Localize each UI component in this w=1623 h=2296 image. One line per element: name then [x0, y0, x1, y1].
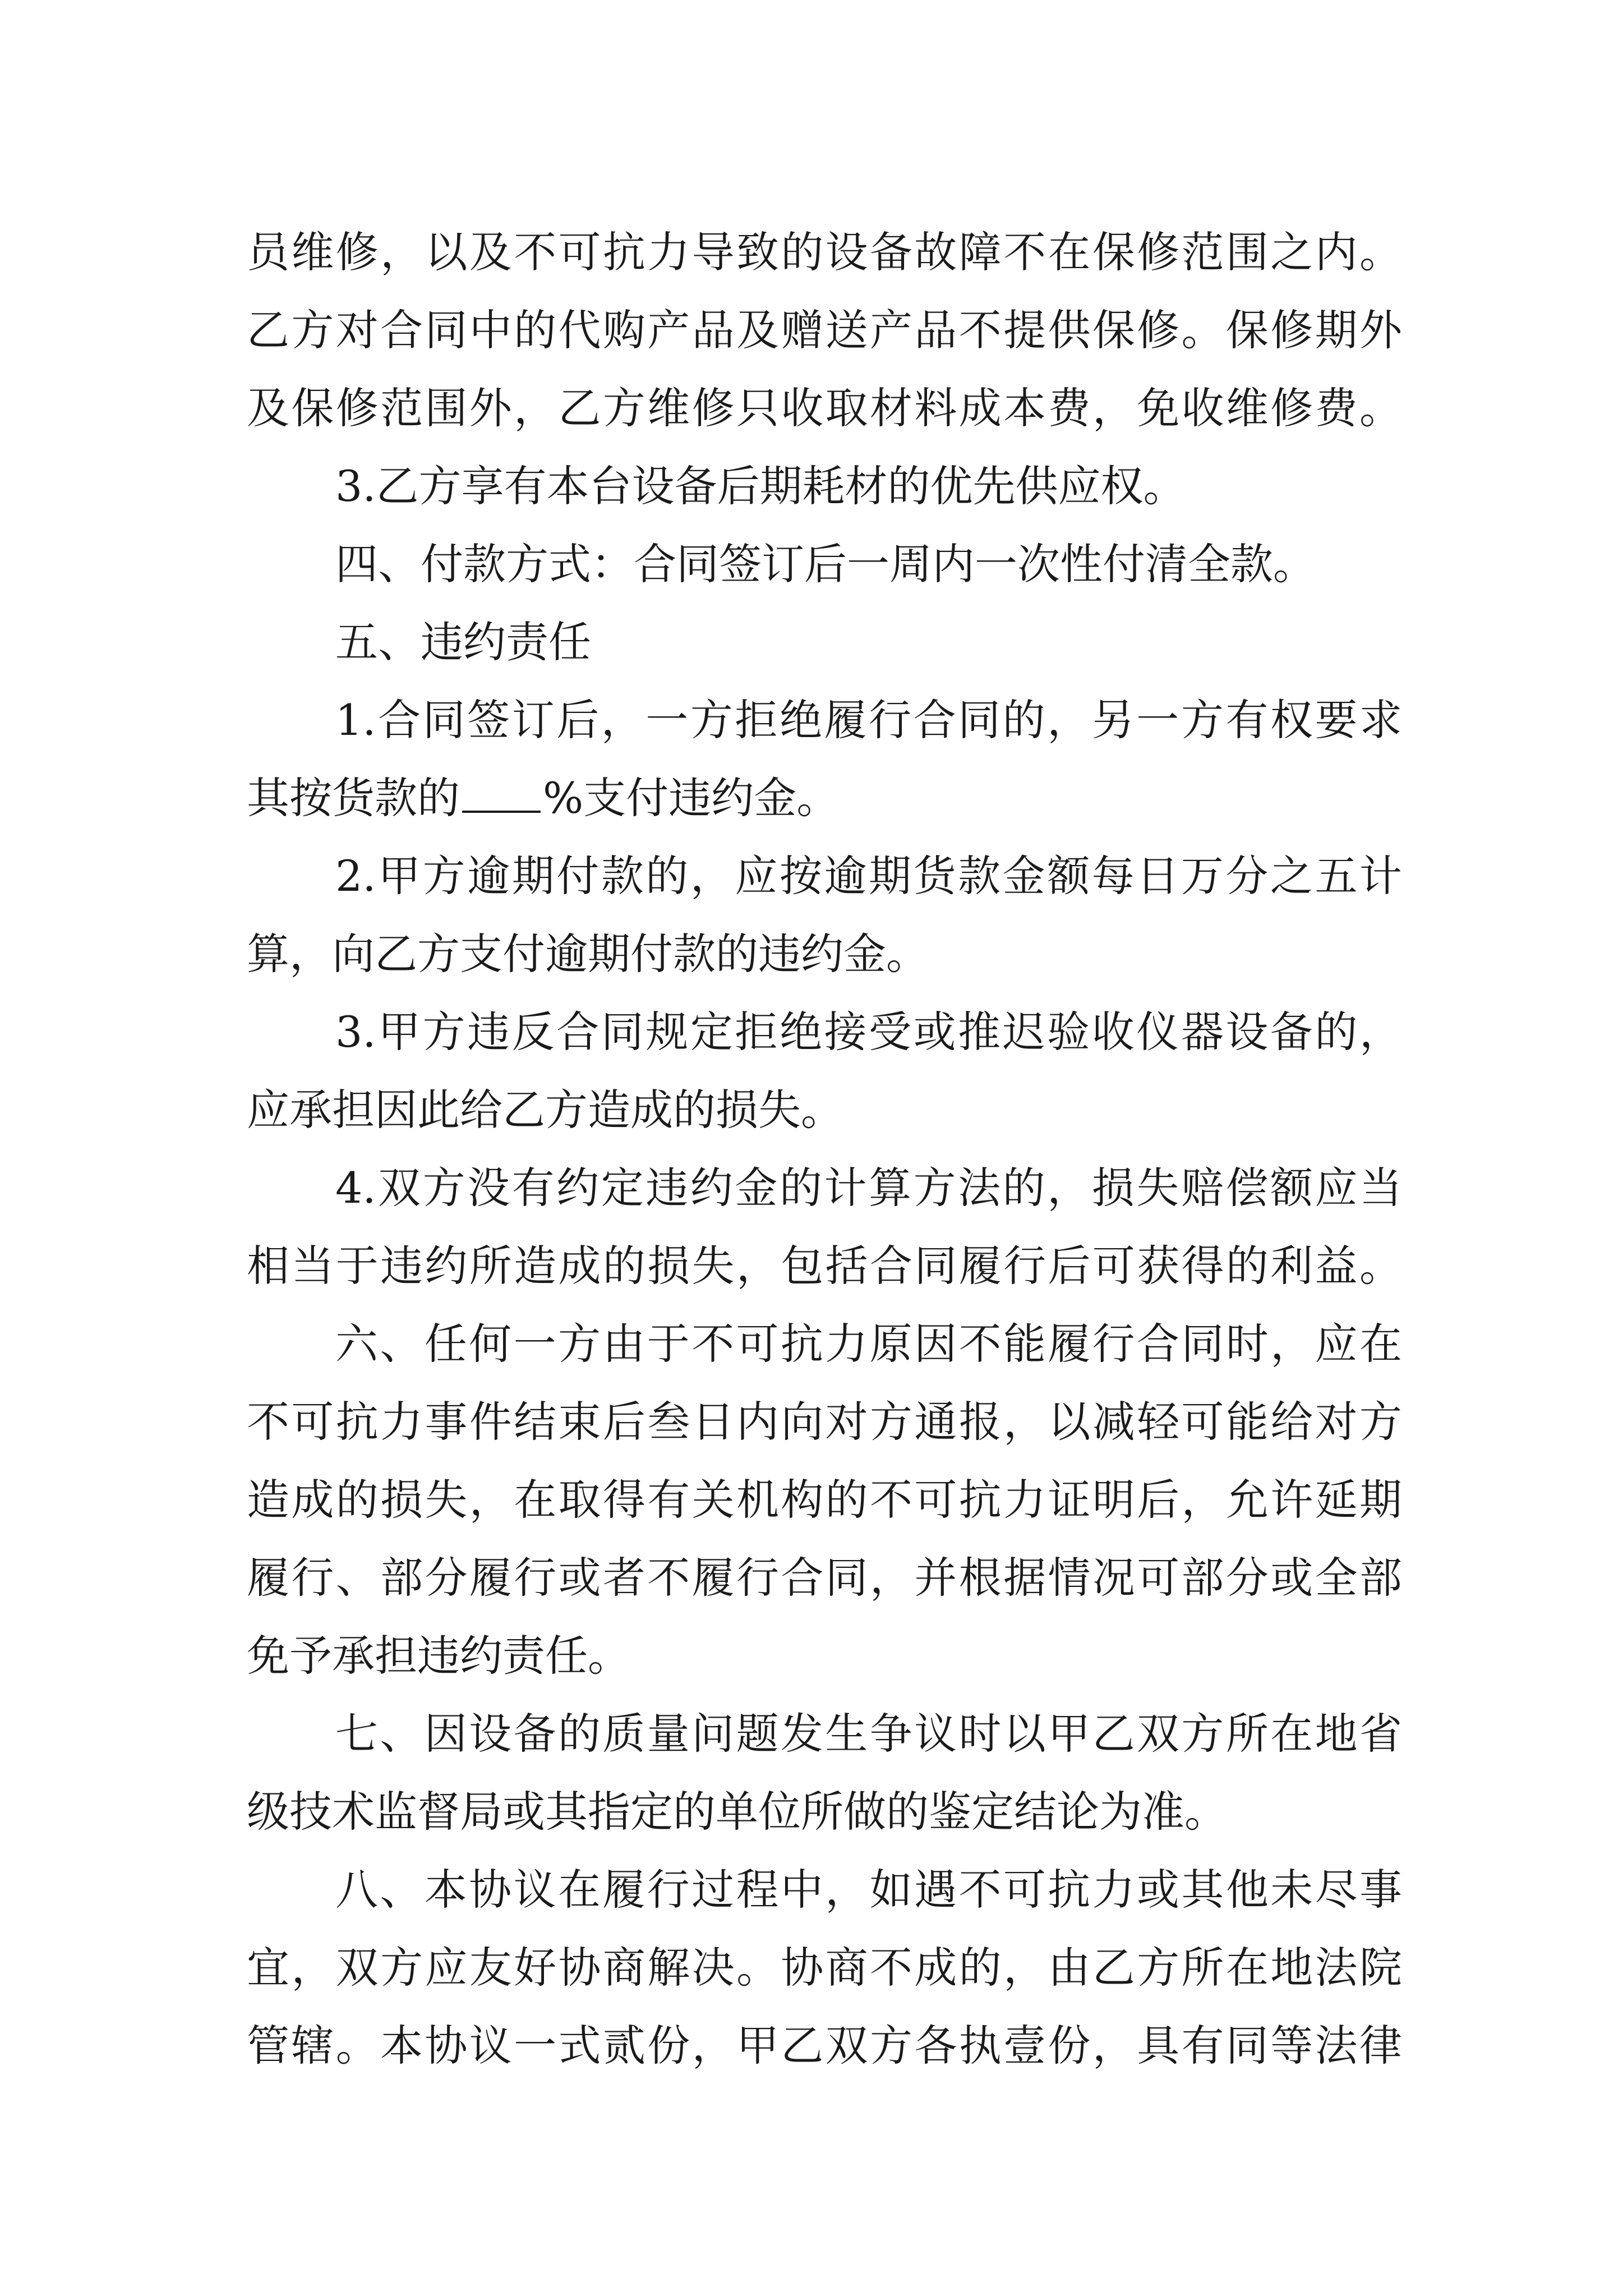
text-line: 八、本协议在履行过程中，如遇不可抗力或其他未尽事 — [335, 1865, 1402, 1915]
paragraph-consumables-priority — [247, 447, 1402, 525]
text-line: 相当于违约所造成的损失，包括合同履行后可获得的利益。 — [247, 1241, 1402, 1291]
text-line: 员维修，以及不可抗力导致的设备故障不在保修范围之内。 — [247, 227, 1402, 277]
text-line: 七、因设备的质量问题发生争议时以甲乙双方所在地省 — [335, 1709, 1402, 1759]
text-line: 不可抗力事件结束后叁日内向对方通报，以减轻可能给对方 — [247, 1397, 1402, 1447]
text-line: 四、付款方式：合同签订后一周内一次性付清全款。 — [335, 539, 1316, 589]
text-line: 算，向乙方支付逾期付款的违约金。 — [247, 929, 929, 979]
paragraph-payment-method — [247, 525, 1402, 603]
document-page — [247, 213, 1402, 2085]
text-line: 宜，双方应友好协商解决。协商不成的，由乙方所在地法院 — [247, 1943, 1402, 1993]
text-line: 1.合同签订后，一方拒绝履行合同的，另一方有权要求 — [335, 695, 1402, 745]
text-line: 2.甲方逾期付款的，应按逾期货款金额每日万分之五计 — [335, 851, 1402, 901]
text-line: 及保修范围外，乙方维修只收取材料成本费，免收维修费。 — [247, 383, 1402, 433]
text-line: 3.甲方违反合同规定拒绝接受或推迟验收仪器设备的， — [335, 1007, 1402, 1057]
section-heading: 五、违约责任 — [335, 617, 591, 667]
text-line: 应承担因此给乙方造成的损失。 — [247, 1085, 843, 1135]
text-fragment: 其按货款的 — [247, 773, 460, 823]
text-line: 4.双方没有约定违约金的计算方法的，损失赔偿额应当 — [335, 1163, 1402, 1213]
text-line: 六、任何一方由于不可抗力原因不能履行合同时，应在 — [335, 1319, 1402, 1369]
paragraph-quality-dispute — [247, 1695, 1402, 1851]
fill-in-blank[interactable] — [462, 777, 541, 813]
text-line: 乙方对合同中的代购产品及赠送产品不提供保修。保修期外 — [247, 305, 1402, 355]
text-line: 级技术监督局或其指定的单位所做的鉴定结论为准。 — [247, 1787, 1227, 1837]
section-heading-breach — [247, 603, 1402, 681]
text-line: 3.乙方享有本台设备后期耗材的优先供应权。 — [335, 461, 1186, 511]
text-line: 造成的损失，在取得有关机构的不可抗力证明后，允许延期 — [247, 1475, 1402, 1525]
paragraph-force-majeure — [247, 1305, 1402, 1695]
paragraph-breach-1 — [247, 681, 1402, 837]
text-line: 免予承担违约责任。 — [247, 1631, 630, 1681]
text-line-with-blank — [247, 759, 1402, 837]
text-line: 履行、部分履行或者不履行合同，并根据情况可部分或全部 — [247, 1553, 1402, 1603]
paragraph-breach-3 — [247, 993, 1402, 1149]
paragraph-breach-2 — [247, 837, 1402, 993]
paragraph-warranty-scope — [247, 213, 1402, 447]
text-fragment: %支付违约金。 — [543, 773, 840, 823]
paragraph-breach-4 — [247, 1149, 1402, 1305]
paragraph-negotiation — [247, 1851, 1402, 2085]
text-line: 管辖。本协议一式贰份，甲乙双方各执壹份，具有同等法律 — [247, 2021, 1402, 2070]
